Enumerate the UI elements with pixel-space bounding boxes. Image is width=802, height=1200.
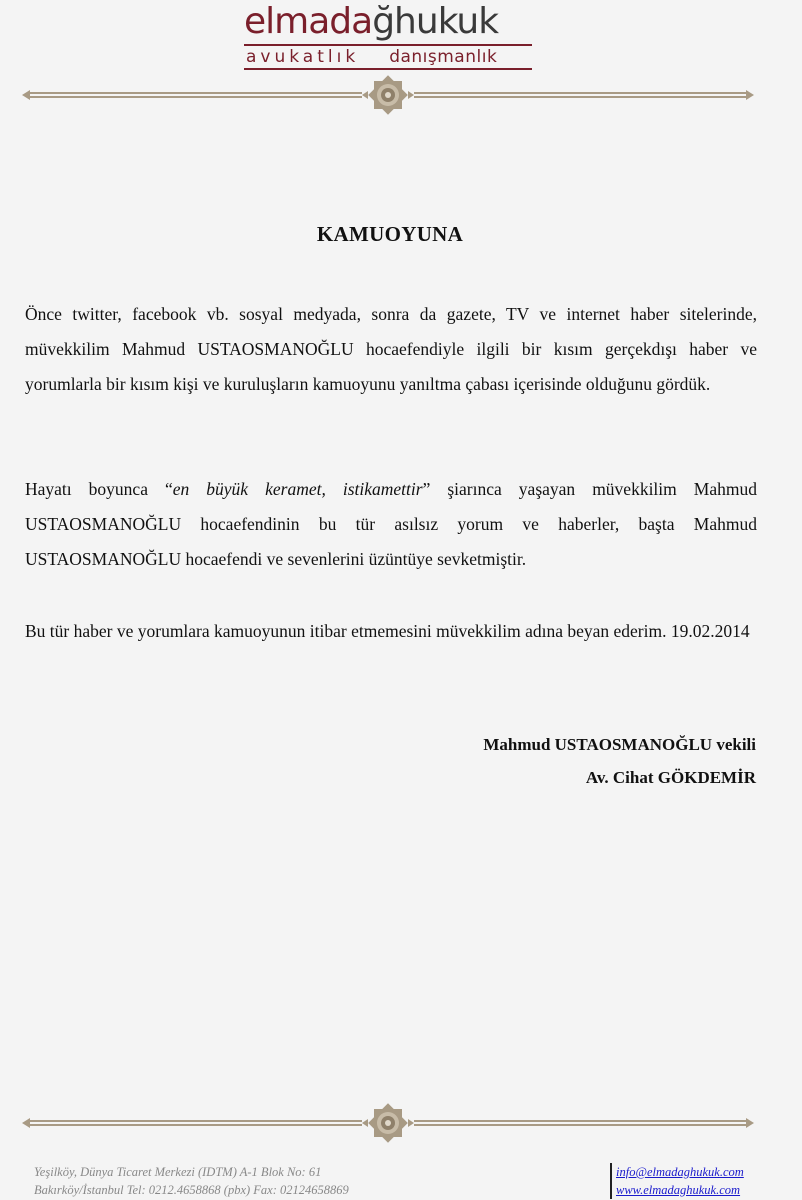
logo-tagline-left: avukatlık <box>246 47 360 67</box>
paragraph-1: Önce twitter, facebook vb. sosyal medyada, sonra da gazete, TV ve internet haber sitelerinde, müvekkilim Mahmud USTAOSMANOĞLU hocaefendiyle ilgili bir kısım gerçekdışı haber ve yorumlarla bir kısım kişi ve kuruluşların kamuoyunu yanıltma çabası içerisinde olduğunu gördük. <box>25 304 757 394</box>
footer-email-link[interactable]: info@elmadaghukuk.com <box>616 1165 744 1179</box>
ornament-divider-icon <box>22 70 754 120</box>
paragraph-2 <box>25 472 757 577</box>
paragraph-3: Bu tür haber ve yorumlara kamuoyunun itibar etmemesini müvekkilim adına beyan ederim. 19.02.2014 <box>25 621 750 641</box>
signature-name: Av. Cihat GÖKDEMİR <box>585 768 756 787</box>
footer-address-line-2: Bakırköy/İstanbul Tel: 0212.4658868 (pbx) Fax: 02124658869 <box>34 1183 349 1197</box>
logo-wordmark <box>244 2 498 42</box>
logo-word-elmadag: elmada <box>244 1 373 42</box>
logo-tagline-right: danışmanlık <box>389 47 498 67</box>
document-title: KAMUOYUNA <box>316 222 464 246</box>
paragraph-2-quote: en büyük keramet, istikamettir <box>172 479 423 499</box>
ornament-divider-icon <box>22 1098 754 1148</box>
footer-website-link[interactable]: www.elmadaghukuk.com <box>616 1183 741 1197</box>
footer-address <box>34 1163 349 1199</box>
footer-address-line-1: Yeşilköy, Dünya Ticaret Merkezi (IDTM) A-1 Blok No: 61 <box>34 1165 322 1179</box>
paragraph-2-body: ” şiarınca yaşayan müvekkilim Mahmud USTAOSMANOĞLU hocaefendinin bu tür asılsız yorum ve haberler, başta Mahmud USTAOSMANOĞLU hocaefendi ve sevenlerini üzüntüye sevketmiştir. <box>25 479 757 569</box>
company-logo <box>244 1 532 70</box>
footer-contact <box>616 1163 744 1199</box>
header-ornament-divider <box>22 70 754 120</box>
footer-separator <box>610 1163 612 1199</box>
signature-role: Mahmud USTAOSMANOĞLU vekili <box>483 735 756 754</box>
paragraph-2-intro: Hayatı boyunca “ <box>25 479 173 499</box>
logo-word-hukuk: ğhukuk <box>372 1 499 42</box>
footer-ornament-divider <box>22 1098 754 1148</box>
logo-tagline <box>246 46 497 68</box>
